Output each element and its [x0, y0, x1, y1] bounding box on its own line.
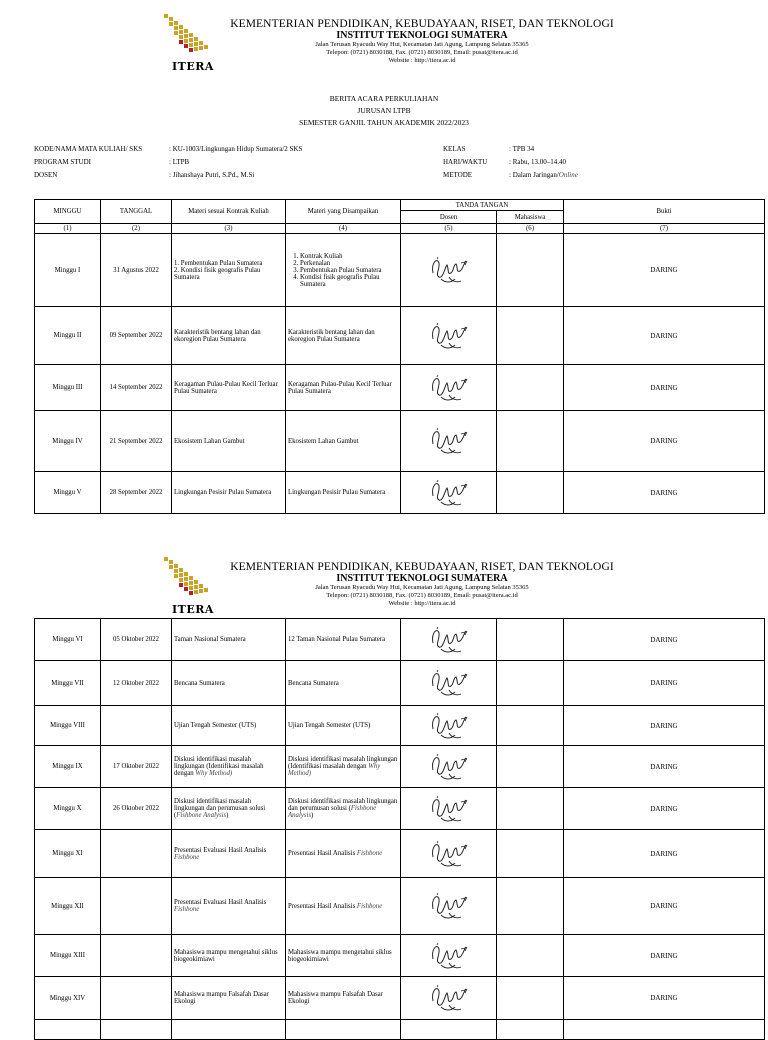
col-num: (2) — [101, 224, 172, 234]
tanggal-cell: 12 Oktober 2022 — [101, 661, 172, 706]
kontrak-text: Presentasi Evaluasi Hasil Analisis — [174, 846, 267, 854]
bukti-cell: DARING — [564, 365, 765, 411]
minggu-cell: Minggu X — [35, 788, 101, 830]
dosen-signature-cell — [401, 788, 497, 830]
bukti-cell: DARING — [564, 411, 765, 472]
table-row — [35, 661, 765, 706]
header-tanda-tangan: TANDA TANGAN — [401, 200, 564, 211]
disampaikan-cell: Lingkungan Pesisir Pulau Sumatera — [286, 472, 401, 514]
minggu-cell: Minggu IX — [35, 746, 101, 788]
mahasiswa-signature-cell — [497, 472, 564, 514]
logo-text: ITERA — [172, 603, 214, 616]
mahasiswa-signature-cell — [497, 830, 564, 878]
table-row — [35, 411, 765, 472]
header-dosen: Dosen — [401, 211, 497, 224]
signature-icon — [427, 476, 471, 510]
bukti-cell: DARING — [564, 706, 765, 746]
mahasiswa-signature-cell — [497, 619, 564, 661]
meta-label: HARI/WAKTU — [443, 158, 488, 166]
empty-cell — [564, 1020, 765, 1040]
disampaikan-cell — [286, 830, 401, 878]
document-title — [0, 93, 768, 129]
kontrak-text: Presentasi Evaluasi Hasil Analisis — [174, 899, 267, 906]
kontrak-cell — [172, 878, 286, 935]
minggu-cell: Minggu XII — [35, 878, 101, 935]
minggu-cell: Minggu I — [35, 234, 101, 307]
mahasiswa-signature-cell — [497, 788, 564, 830]
table-row — [35, 977, 765, 1020]
disampaikan-italic: Why Method) — [288, 763, 381, 777]
bukti-cell: DARING — [564, 977, 765, 1020]
table-row — [35, 746, 765, 788]
kontrak-cell — [172, 788, 286, 830]
minggu-cell: Minggu IV — [35, 411, 101, 472]
signature-icon — [427, 623, 471, 657]
kontrak-italic: Fishbone — [174, 853, 200, 861]
disampaikan-cell: 12 Taman Nasional Pulau Sumatera — [286, 619, 401, 661]
meta-label: DOSEN — [34, 171, 58, 179]
disampaikan-text: Diskusi identifikasi masalah lingkungan (Identifikasi masalah dengan — [288, 756, 398, 770]
minggu-cell: Minggu II — [35, 307, 101, 365]
meta-value: : Dalam Jaringan/ — [509, 171, 559, 179]
table-row — [35, 472, 765, 514]
signature-icon — [427, 792, 471, 826]
bukti-cell: DARING — [564, 307, 765, 365]
tanggal-cell: 31 Agustus 2022 — [101, 234, 172, 307]
col-num: (7) — [564, 224, 765, 234]
dosen-signature-cell — [401, 746, 497, 788]
letterhead-page1 — [150, 12, 614, 78]
kontrak-cell: Mahasiswa mampu Falsafah Dasar Ekologi — [172, 977, 286, 1020]
dosen-signature-cell — [401, 234, 497, 307]
tanggal-cell — [101, 706, 172, 746]
attendance-table-page2 — [34, 618, 765, 1040]
col-num: (5) — [401, 224, 497, 234]
empty-cell — [286, 1020, 401, 1040]
bukti-cell: DARING — [564, 472, 765, 514]
meta-left — [34, 143, 302, 182]
kontrak-cell — [172, 830, 286, 878]
mahasiswa-signature-cell — [497, 977, 564, 1020]
itera-logo — [160, 12, 220, 74]
tanggal-cell — [101, 830, 172, 878]
signature-icon — [427, 837, 471, 871]
ministry-name: KEMENTERIAN PENDIDIKAN, KEBUDAYAAN, RISET, DAN TEKNOLOGI — [230, 18, 614, 30]
title-line1: BERITA ACARA PERKULIAHAN — [329, 94, 439, 103]
title-line3: SEMESTER GANJIL TAHUN AKADEMIK 2022/2023 — [299, 118, 469, 127]
signature-icon — [427, 424, 471, 458]
address: Jalan Terusan Ryacudu Way Hui, Kecamatan Jati Agung, Lampung Selatan 35365 — [315, 584, 529, 591]
bukti-cell: DARING — [564, 788, 765, 830]
dosen-signature-cell — [401, 830, 497, 878]
attendance-table-page1 — [34, 199, 765, 514]
kontrak-cell: Karakteristik bentang lahan dan ekoregion Pulau Sumatera — [172, 307, 286, 365]
disampaikan-cell: Mahasiswa mampu mengetahui siklus biogeokimiawi — [286, 935, 401, 977]
kontrak-italic: Why Method) — [195, 770, 233, 777]
disampaikan-cell: Bencana Sumatera — [286, 661, 401, 706]
tanggal-cell: 17 Oktober 2022 — [101, 746, 172, 788]
kontrak-text: Diskusi identifikasi masalah lingkungan dan perumusan solusi ( — [174, 798, 266, 819]
ministry-name: KEMENTERIAN PENDIDIKAN, KEBUDAYAAN, RISET, DAN TEKNOLOGI — [230, 561, 614, 573]
itera-logo — [160, 555, 220, 617]
list-item: 4. Kondisi fisik geografis Pulau Sumatera — [300, 274, 398, 288]
tanggal-cell: 14 September 2022 — [101, 365, 172, 411]
dosen-signature-cell — [401, 977, 497, 1020]
empty-cell — [401, 1020, 497, 1040]
meta-value: : KU-1003/Lingkungan Hidup Sumatera/2 SKS — [169, 145, 303, 153]
disampaikan-text: Presentasi Hasil Analisis — [288, 850, 357, 857]
disampaikan-italic: Fishbone — [356, 850, 383, 857]
mahasiswa-signature-cell — [497, 234, 564, 307]
title-line2: JURUSAN LTPB — [357, 106, 411, 115]
meta-value: : Jihanshaya Putri, S.Pd., M.Si — [169, 171, 255, 179]
table-row — [35, 878, 765, 935]
dosen-signature-cell — [401, 878, 497, 935]
kontrak-cell: Ujian Tengah Semester (UTS) — [172, 706, 286, 746]
table-row — [35, 935, 765, 977]
kontrak-cell: 1. Pembentukan Pulau Sumatera 2. Kondisi fisik geografis Pulau Sumatera — [172, 234, 286, 307]
tanggal-cell: 28 September 2022 — [101, 472, 172, 514]
table-row — [35, 1020, 765, 1040]
minggu-cell: Minggu V — [35, 472, 101, 514]
list-item: 1. Kontrak Kuliah — [300, 253, 398, 260]
disampaikan-text: Presentasi Hasil Analisis — [288, 902, 357, 910]
header-minggu: MINGGU — [35, 200, 101, 224]
bukti-cell: DARING — [564, 746, 765, 788]
kontrak-cell: Lingkungan Pesisir Pulau Sumatera — [172, 472, 286, 514]
bukti-cell: DARING — [564, 878, 765, 935]
phone: Telepon: (0721) 8030188, Fax. (0721) 8030189, Email: pusat@itera.ac.id — [326, 49, 518, 56]
signature-icon — [427, 981, 471, 1015]
signature-icon — [427, 666, 471, 700]
disampaikan-cell: Ekosistem Lahan Gambut — [286, 411, 401, 472]
dosen-signature-cell — [401, 661, 497, 706]
mahasiswa-signature-cell — [497, 661, 564, 706]
minggu-cell: Minggu XIII — [35, 935, 101, 977]
website: Website : http://itera.ac.id — [388, 57, 456, 64]
disampaikan-cell — [286, 746, 401, 788]
minggu-cell: Minggu VII — [35, 661, 101, 706]
signature-icon — [427, 939, 471, 973]
meta-right — [443, 143, 578, 182]
list-item: 3. Pembentukan Pulau Sumatera — [300, 267, 398, 274]
institution-name: INSTITUT TEKNOLOGI SUMATERA — [336, 573, 508, 584]
disampaikan-cell — [286, 788, 401, 830]
header-tanggal: TANGGAL — [101, 200, 172, 224]
meta-label: METODE — [443, 171, 473, 179]
meta-value: : LTPB — [169, 158, 190, 166]
kontrak-end: ) — [226, 812, 229, 819]
empty-cell — [172, 1020, 286, 1040]
mahasiswa-signature-cell — [497, 935, 564, 977]
disampaikan-cell — [286, 234, 401, 307]
minggu-cell: Minggu VI — [35, 619, 101, 661]
kontrak-italic: Fishbone — [174, 906, 200, 913]
empty-cell — [35, 1020, 101, 1040]
tanggal-cell — [101, 935, 172, 977]
col-num: (3) — [172, 224, 286, 234]
kontrak-text: Diskusi identifikasi masalah lingkungan (Identifikasi masalah dengan — [174, 756, 264, 777]
mahasiswa-signature-cell — [497, 706, 564, 746]
mahasiswa-signature-cell — [497, 878, 564, 935]
tanggal-cell — [101, 977, 172, 1020]
kontrak-italic: Fishbone Analysis — [176, 812, 227, 819]
dosen-signature-cell — [401, 706, 497, 746]
col-num: (6) — [497, 224, 564, 234]
minggu-cell: Minggu XIV — [35, 977, 101, 1020]
meta-label: KELAS — [443, 145, 466, 153]
meta-value-italic: Online — [558, 171, 578, 179]
empty-cell — [101, 1020, 172, 1040]
table-row — [35, 706, 765, 746]
dosen-signature-cell — [401, 619, 497, 661]
disampaikan-italic: Fishbone Analysis — [288, 805, 377, 819]
kontrak-cell: Ekosistem Lahan Gambut — [172, 411, 286, 472]
disampaikan-cell: Mahasiswa mampu Falsafah Dasar Ekologi — [286, 977, 401, 1020]
col-num: (1) — [35, 224, 101, 234]
dosen-signature-cell — [401, 307, 497, 365]
table-row — [35, 619, 765, 661]
dosen-signature-cell — [401, 472, 497, 514]
signature-icon — [427, 889, 471, 923]
disampaikan-end: ) — [311, 812, 314, 819]
mahasiswa-signature-cell — [497, 746, 564, 788]
mahasiswa-signature-cell — [497, 307, 564, 365]
logo-text: ITERA — [172, 60, 214, 73]
minggu-cell: Minggu III — [35, 365, 101, 411]
dosen-signature-cell — [401, 411, 497, 472]
kontrak-cell — [172, 746, 286, 788]
bukti-cell: DARING — [564, 935, 765, 977]
signature-icon — [427, 709, 471, 743]
header-bukti: Bukti — [564, 200, 765, 224]
signature-icon — [427, 319, 471, 353]
disampaikan-cell: Keragaman Pulau-Pulau Kecil Terluar Pulau Sumatera — [286, 365, 401, 411]
disampaikan-cell: Ujian Tengah Semester (UTS) — [286, 706, 401, 746]
table-row — [35, 365, 765, 411]
kontrak-cell: Mahasiswa mampu mengetahui siklus biogeokimiawi — [172, 935, 286, 977]
tanggal-cell: 21 September 2022 — [101, 411, 172, 472]
website: Website : http://itera.ac.id — [388, 600, 456, 607]
mahasiswa-signature-cell — [497, 411, 564, 472]
address: Jalan Terusan Ryacudu Way Hui, Kecamatan Jati Agung, Lampung Selatan 35365 — [315, 41, 529, 48]
table-row — [35, 830, 765, 878]
itera-logo-icon — [160, 555, 216, 603]
itera-logo-icon — [160, 12, 216, 60]
tanggal-cell: 05 Oktober 2022 — [101, 619, 172, 661]
dosen-signature-cell — [401, 935, 497, 977]
table-row — [35, 234, 765, 307]
disampaikan-cell — [286, 878, 401, 935]
header-materi-disampaikan: Materi yang Disampaikan — [286, 200, 401, 224]
tanggal-cell: 09 September 2022 — [101, 307, 172, 365]
meta-label: PROGRAM STUDI — [34, 158, 91, 166]
tanggal-cell: 26 Oktober 2022 — [101, 788, 172, 830]
mahasiswa-signature-cell — [497, 365, 564, 411]
minggu-cell: Minggu XI — [35, 830, 101, 878]
minggu-cell: Minggu VIII — [35, 706, 101, 746]
header-materi-kontrak: Materi sesuai Kontrak Kuliah — [172, 200, 286, 224]
phone: Telepon: (0721) 8030188, Fax. (0721) 8030189, Email: pusat@itera.ac.id — [326, 592, 518, 599]
kontrak-cell: Keragaman Pulau-Pulau Kecil Terluar Pulau Sumatera — [172, 365, 286, 411]
list-item: 2. Perkenalan — [300, 260, 398, 267]
bukti-cell: DARING — [564, 830, 765, 878]
header-mahasiswa: Mahasiswa — [497, 211, 564, 224]
tanggal-cell — [101, 878, 172, 935]
signature-icon — [427, 253, 471, 287]
letterhead-page2 — [150, 555, 614, 621]
bukti-cell: DARING — [564, 619, 765, 661]
meta-value: : TPB 34 — [509, 145, 535, 153]
bukti-cell: DARING — [564, 234, 765, 307]
disampaikan-cell: Karakteristik bentang lahan dan ekoregion Pulau Sumatera — [286, 307, 401, 365]
bukti-cell: DARING — [564, 661, 765, 706]
kontrak-cell: Taman Nasional Sumatera — [172, 619, 286, 661]
meta-label: KODE/NAMA MATA KULIAH/ SKS — [34, 145, 143, 153]
signature-icon — [427, 750, 471, 784]
disampaikan-italic: Fishbone — [356, 902, 383, 910]
kontrak-cell: Bencana Sumatera — [172, 661, 286, 706]
col-num: (4) — [286, 224, 401, 234]
institution-name: INSTITUT TEKNOLOGI SUMATERA — [336, 30, 508, 41]
table-row — [35, 788, 765, 830]
signature-icon — [427, 371, 471, 405]
disampaikan-text: Diskusi identifikasi masalah lingkungan dan perumusan solusi ( — [288, 798, 398, 812]
dosen-signature-cell — [401, 365, 497, 411]
meta-value: : Rabu, 13.00–14.40 — [509, 158, 566, 166]
table-row — [35, 307, 765, 365]
empty-cell — [497, 1020, 564, 1040]
